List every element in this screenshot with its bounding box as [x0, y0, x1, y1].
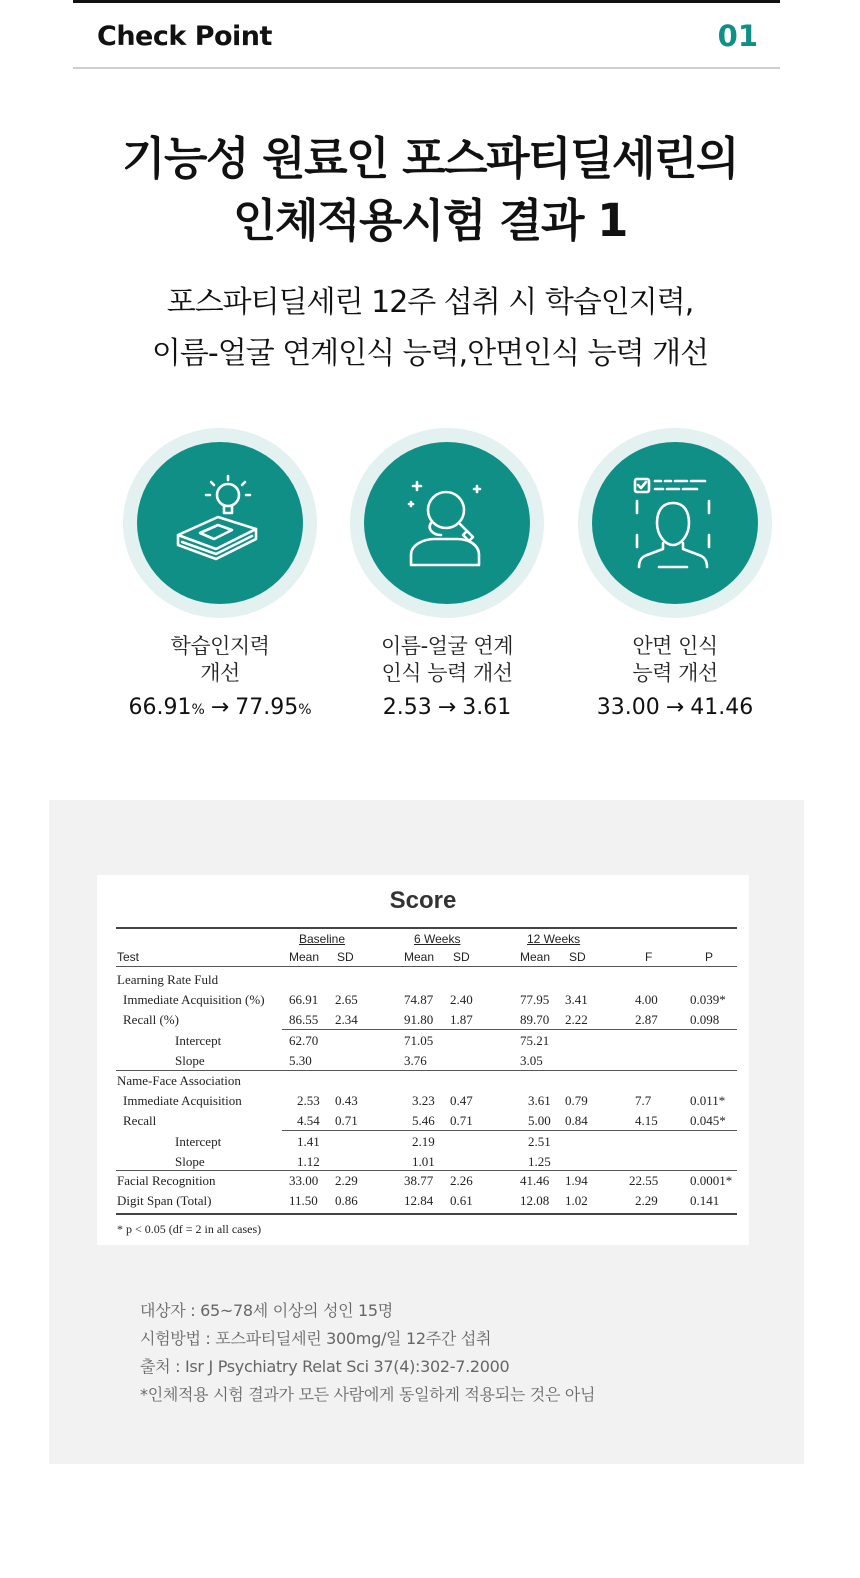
table-cell: 0.0001* [690, 1173, 733, 1188]
table-cell: 7.7 [635, 1093, 652, 1108]
table-cell: 77.95 [520, 992, 550, 1007]
face-scan-icon [625, 473, 725, 573]
table-cell: 2.29 [635, 1193, 658, 1208]
score-title: Score [389, 887, 457, 914]
table-cell: 5.30 [289, 1053, 312, 1068]
table-top-rule [116, 927, 737, 929]
table-cell: 0.045* [690, 1113, 726, 1128]
table-cell: 2.34 [335, 1012, 358, 1027]
note-subjects: 대상자 : 65~78세 이상의 성인 15명 [140, 1301, 393, 1320]
table-cell: 2.22 [565, 1012, 588, 1027]
table-cell: 2.53 [297, 1093, 320, 1108]
feature-value [327, 695, 567, 720]
table-cell: 2.65 [335, 992, 358, 1007]
table-cell: 1.12 [297, 1154, 320, 1169]
table-cell: 86.55 [289, 1012, 319, 1027]
feature-label-line1: 안면 인식 [632, 634, 718, 658]
feature-label [575, 633, 775, 687]
feature-disc [364, 442, 530, 604]
page-title [0, 128, 860, 252]
table-cell: 3.05 [520, 1053, 543, 1068]
column-header: SD [337, 950, 354, 964]
lightbulb-book-icon [170, 473, 270, 573]
table-cell: 0.039* [690, 992, 726, 1007]
column-header: SD [453, 950, 470, 964]
table-cell: 2.87 [635, 1012, 658, 1027]
page-subtitle-line1: 포스파티딜세린 12주 섭취 시 학습인지력, [166, 285, 694, 320]
feature-label [120, 633, 320, 687]
page-title-line1: 기능성 원료인 포스파티딜세린의 [122, 132, 738, 185]
table-cell: 41.46 [520, 1173, 550, 1188]
table-cell: 11.50 [289, 1193, 318, 1208]
column-header: F [645, 950, 653, 964]
group-header: 6 Weeks [414, 932, 461, 946]
value-after: 3.61 [462, 695, 512, 720]
feature-value [100, 695, 340, 720]
magnifier-person-icon [397, 473, 497, 573]
section-title: Check Point [97, 21, 272, 52]
table-cell: 1.94 [565, 1173, 588, 1188]
table-cell: 66.91 [289, 992, 319, 1007]
table-cell: 0.141 [690, 1193, 720, 1208]
score-table-image [97, 875, 749, 1245]
value-unit: % [191, 702, 205, 718]
table-row-label: Immediate Acquisition [123, 1093, 242, 1108]
page-subtitle [0, 277, 860, 379]
table-row-label: Slope [175, 1154, 205, 1169]
group-header: Baseline [299, 932, 346, 946]
page-subtitle-line2: 이름-얼굴 연계인식 능력,안면인식 능력 개선 [151, 336, 709, 371]
table-row-label: Facial Recognition [117, 1173, 216, 1188]
value-before: 66.91 [128, 695, 192, 720]
table-cell: 91.80 [404, 1012, 434, 1027]
feature-label-line2: 개선 [200, 661, 240, 685]
table-cell: 0.84 [565, 1113, 588, 1128]
arrow-right-icon: → [210, 695, 230, 720]
table-cell: 0.43 [335, 1093, 358, 1108]
table-footnote: * p < 0.05 (df = 2 in all cases) [117, 1222, 262, 1236]
feature-label-line2: 인식 능력 개선 [381, 661, 513, 685]
column-header: SD [569, 950, 586, 964]
group-header: 12 Weeks [527, 932, 581, 946]
arrow-right-icon: → [665, 695, 685, 720]
table-cell: 0.86 [335, 1193, 358, 1208]
feature-label-line1: 학습인지력 [170, 634, 270, 658]
row-rule [282, 1130, 737, 1131]
table-cell: 3.23 [412, 1093, 435, 1108]
column-header: Mean [289, 950, 320, 964]
table-cell: 0.011* [690, 1093, 726, 1108]
table-row-label: Intercept [175, 1134, 222, 1149]
table-cell: 2.26 [450, 1173, 473, 1188]
table-cell: 62.70 [289, 1033, 319, 1048]
table-cell: 71.05 [404, 1033, 434, 1048]
table-row-label: Recall [123, 1113, 157, 1128]
table-cell: 1.41 [297, 1134, 320, 1149]
table-cell: 5.00 [528, 1113, 551, 1128]
table-cell: 3.41 [565, 992, 588, 1007]
page-title-line2: 인체적용시험 결과 1 [233, 194, 627, 247]
note-source: 출처 : Isr J Psychiatry Relat Sci 37(4):302-7.2000 [140, 1357, 510, 1376]
feature-disc [592, 442, 758, 604]
feature-value [555, 695, 795, 720]
table-row-label: Digit Span (Total) [117, 1193, 212, 1208]
section-header [73, 3, 780, 69]
table-cell: 0.79 [565, 1093, 588, 1108]
table-cell: 22.55 [629, 1173, 659, 1188]
note-method: 시험방법 : 포스파티딜세린 300mg/일 12주간 섭취 [140, 1329, 492, 1348]
table-cell: 12.08 [520, 1193, 550, 1208]
feature-disc [137, 442, 303, 604]
value-after: 77.95 [235, 695, 299, 720]
table-cell: 1.02 [565, 1193, 588, 1208]
value-unit: % [298, 702, 312, 718]
table-row-label: Name-Face Association [117, 1073, 241, 1088]
section-rule [116, 1070, 737, 1071]
value-before: 33.00 [596, 695, 660, 720]
table-cell: 4.15 [635, 1113, 658, 1128]
table-cell: 0.71 [335, 1113, 358, 1128]
table-row-label: Slope [175, 1053, 205, 1068]
section-number: 01 [717, 19, 758, 53]
table-cell: 3.61 [528, 1093, 551, 1108]
table-cell: 0.098 [690, 1012, 720, 1027]
table-cell: 1.01 [412, 1154, 435, 1169]
table-row-label: Immediate Acquisition (%) [123, 992, 265, 1007]
column-header: P [705, 950, 714, 964]
table-cell: 89.70 [520, 1012, 550, 1027]
table-cell: 1.25 [528, 1154, 551, 1169]
table-row-label: Intercept [175, 1033, 222, 1048]
column-header: Test [117, 950, 140, 964]
note-disclaimer: *인체적용 시험 결과가 모든 사람에게 동일하게 적용되는 것은 아님 [140, 1385, 596, 1404]
table-cell: 33.00 [289, 1173, 319, 1188]
row-rule [282, 1029, 737, 1030]
feature-label [347, 633, 547, 687]
arrow-right-icon: → [437, 695, 457, 720]
header-rule [116, 966, 737, 967]
table-cell: 38.77 [404, 1173, 434, 1188]
table-bottom-rule [116, 1213, 737, 1215]
table-cell: 3.76 [404, 1053, 427, 1068]
feature-label-line2: 능력 개선 [632, 661, 718, 685]
table-row-label: Learning Rate Fuld [117, 972, 219, 987]
table-cell: 0.61 [450, 1193, 473, 1208]
table-cell: 12.84 [404, 1193, 434, 1208]
section-rule [116, 1170, 737, 1171]
table-cell: 1.87 [450, 1012, 473, 1027]
feature-label-line1: 이름-얼굴 연계 [381, 634, 513, 658]
table-cell: 4.00 [635, 992, 658, 1007]
table-cell: 2.51 [528, 1134, 551, 1149]
table-cell: 2.40 [450, 992, 473, 1007]
value-before: 2.53 [382, 695, 432, 720]
value-after: 41.46 [690, 695, 754, 720]
table-cell: 2.19 [412, 1134, 435, 1149]
table-cell: 74.87 [404, 992, 434, 1007]
table-cell: 75.21 [520, 1033, 550, 1048]
table-cell: 0.47 [450, 1093, 473, 1108]
table-cell: 0.71 [450, 1113, 473, 1128]
study-notes [140, 1297, 595, 1409]
table-cell: 4.54 [297, 1113, 320, 1128]
column-header: Mean [404, 950, 435, 964]
column-header: Mean [520, 950, 551, 964]
table-cell: 2.29 [335, 1173, 358, 1188]
table-row-label: Recall (%) [123, 1012, 179, 1027]
table-cell: 5.46 [412, 1113, 435, 1128]
